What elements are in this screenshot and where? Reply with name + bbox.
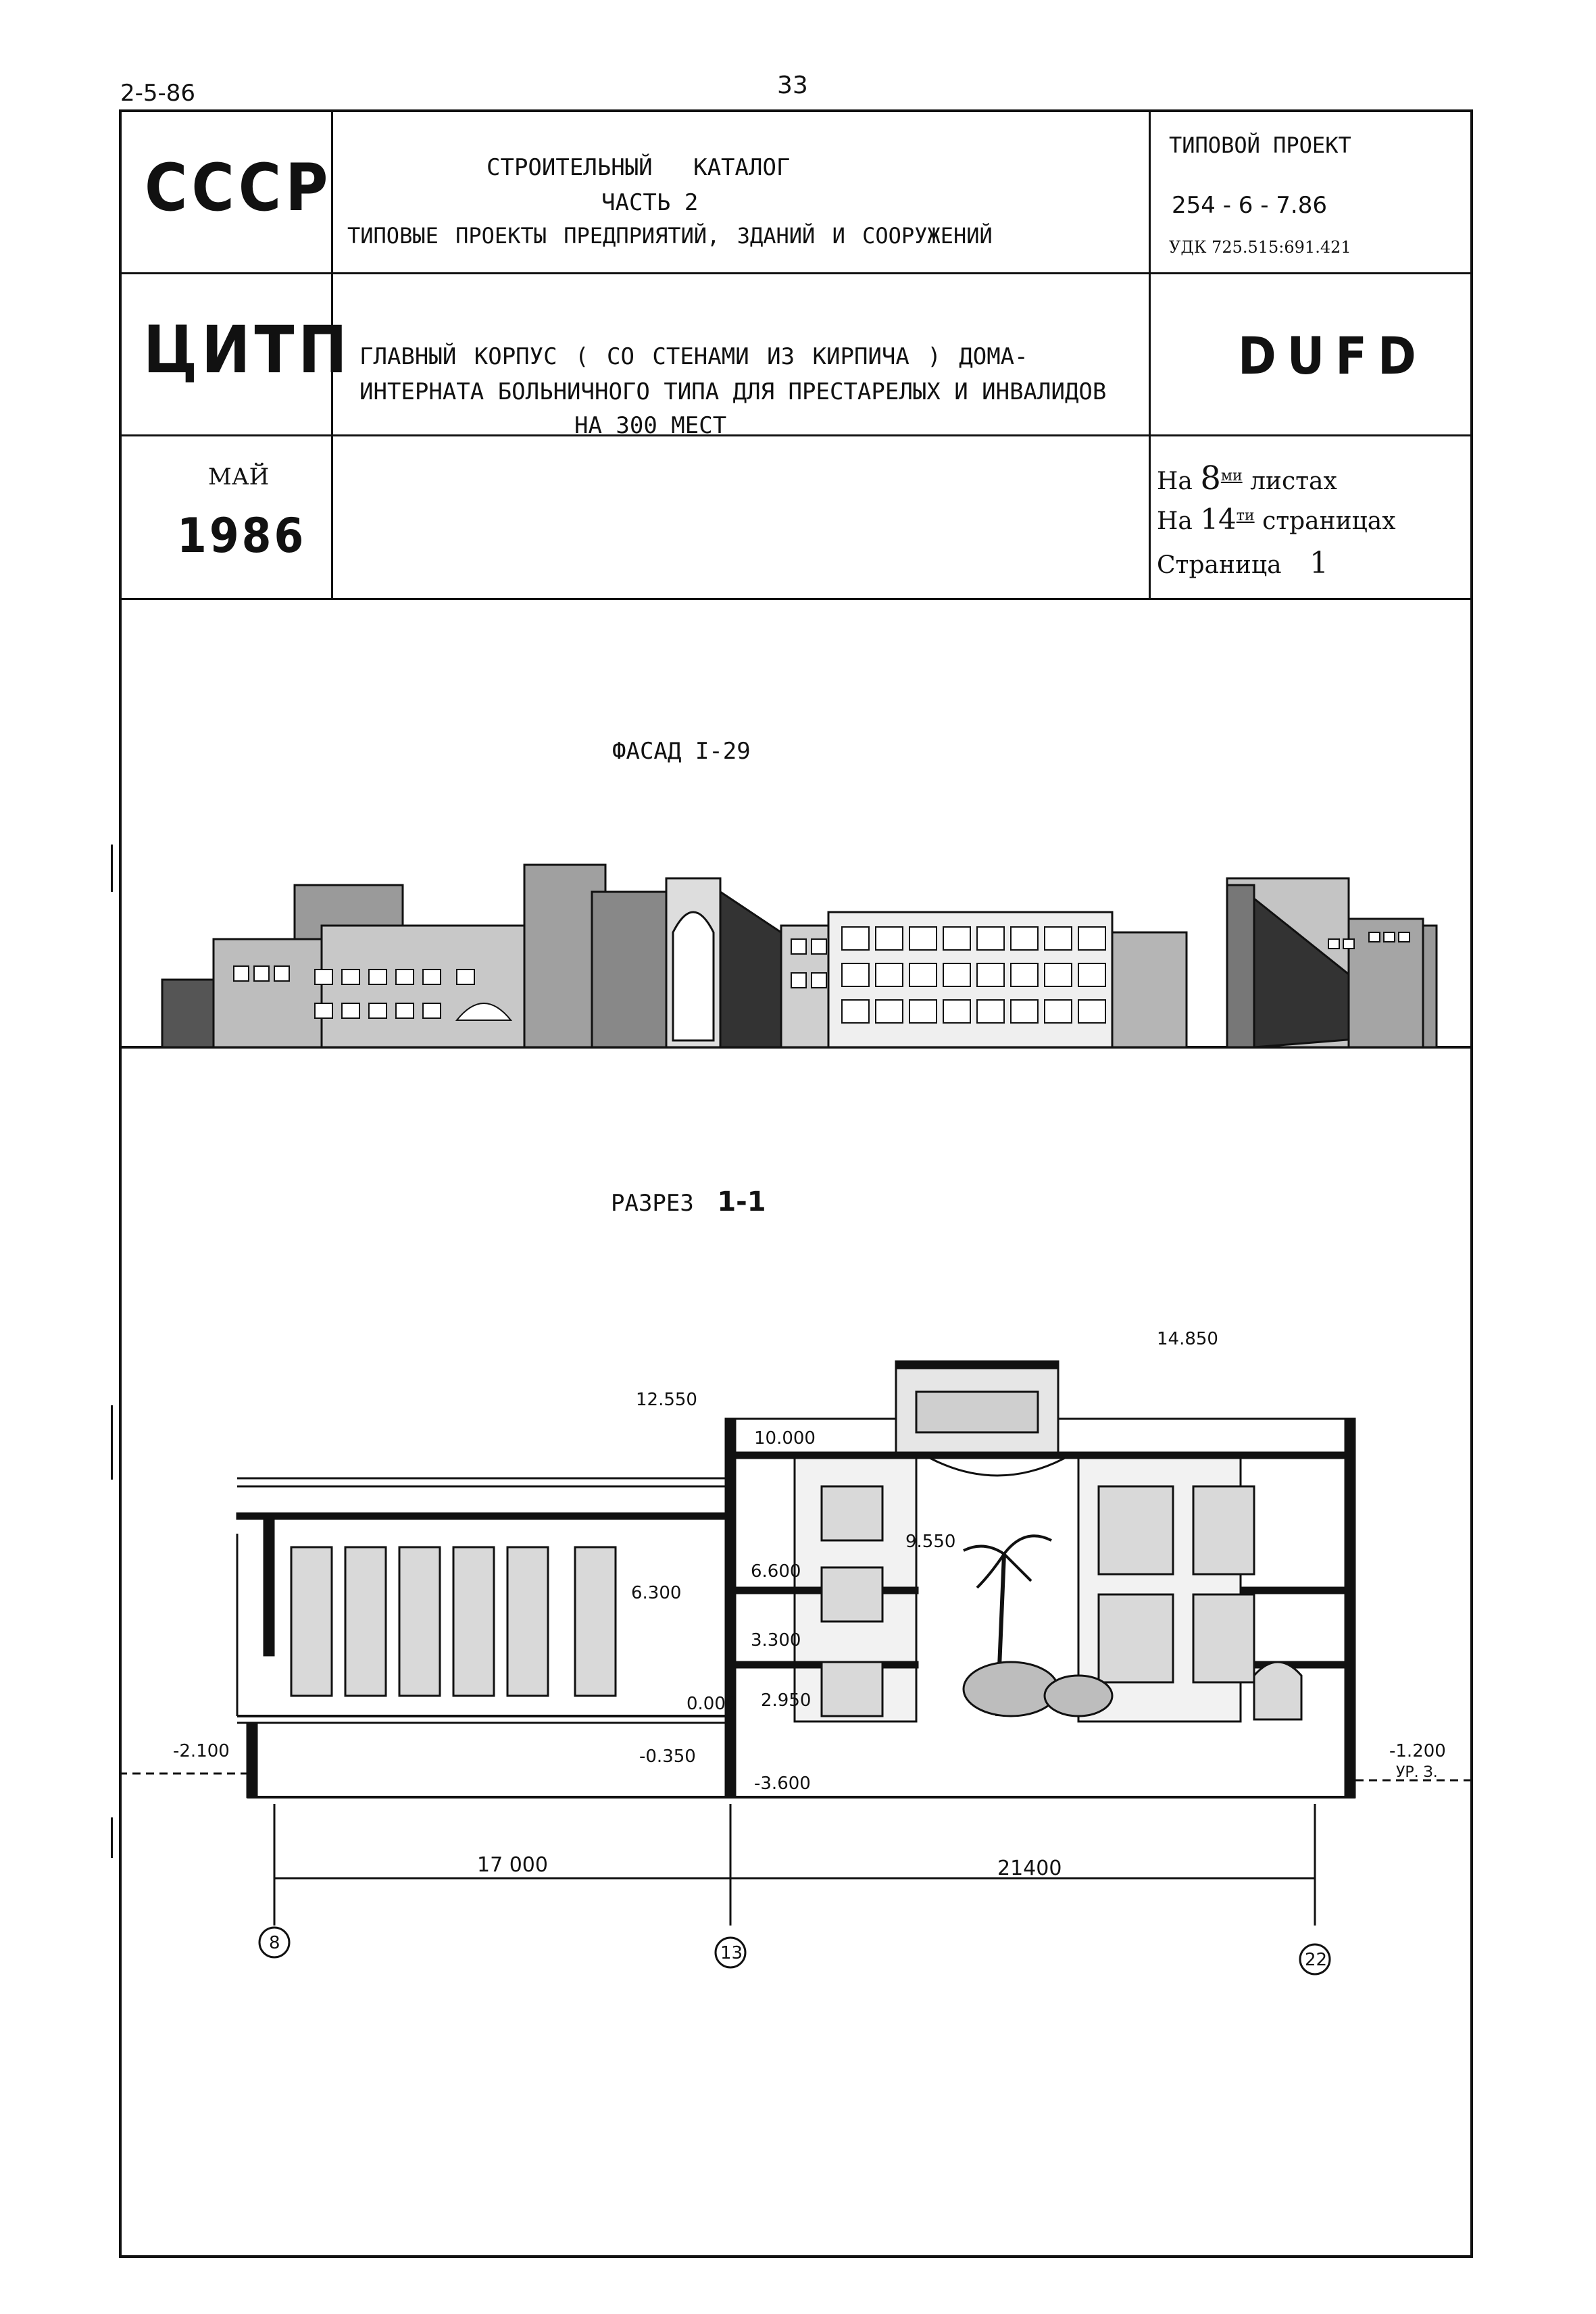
- title-row-divider-1: [119, 272, 1473, 274]
- dim-21400: 21400: [997, 1857, 1062, 1880]
- elev-12550: 12.550: [636, 1390, 697, 1410]
- catalog-line-1: СТРОИТЕЛЬНЫЙ КАТАЛОГ: [487, 154, 791, 181]
- sheets-suffix: ми: [1220, 468, 1243, 484]
- page-label: Страница: [1157, 551, 1282, 579]
- elev-9550: 9.550: [905, 1532, 956, 1552]
- axis-8-label: 8: [269, 1933, 280, 1953]
- facade-title: ФАСАД I-29: [612, 738, 751, 765]
- title-row-divider-2: [119, 434, 1473, 436]
- pages-count: [1157, 503, 1396, 536]
- section-title: [611, 1186, 766, 1217]
- section-title-number: 1-1: [717, 1186, 766, 1217]
- catalog-line-3: ТИПОВЫЕ ПРОЕКТЫ ПРЕДПРИЯТИЙ, ЗДАНИЙ И СООРУЖЕНИЙ: [347, 223, 993, 249]
- title-block-bottom: [119, 598, 1473, 600]
- section-drawing: [119, 1284, 1473, 2040]
- dim-17000: 17 000: [477, 1853, 548, 1877]
- year-label: 1986: [177, 508, 307, 563]
- elev-0000: 0.000: [687, 1694, 737, 1714]
- elev-2950: 2.950: [761, 1690, 812, 1711]
- udk: УДК 725.515:691.421: [1169, 238, 1351, 257]
- pages-number: 14: [1200, 503, 1237, 536]
- axis-13-label: 13: [720, 1943, 743, 1963]
- project-title-line-3: НА 300 МЕСТ: [574, 412, 727, 439]
- country-label: СССР: [145, 150, 332, 226]
- binding-mark-2: [111, 1405, 113, 1480]
- project-number: 254 - 6 - 7.86: [1172, 192, 1327, 219]
- elev-minus-3600: -3.600: [754, 1774, 811, 1794]
- elev-minus-2100: -2.100: [173, 1741, 230, 1761]
- binding-mark-1: [111, 845, 113, 892]
- sheets-number: 8: [1200, 459, 1221, 497]
- catalog-line-2: ЧАСТЬ 2: [601, 189, 699, 216]
- project-title-line-2: ИНТЕРНАТА БОЛЬНИЧНОГО ТИПА ДЛЯ ПРЕСТАРЕЛЫХ И ИНВАЛИДОВ: [359, 378, 1107, 405]
- section-title-word: РАЗРЕЗ: [611, 1190, 694, 1217]
- elev-6300: 6.300: [631, 1583, 682, 1603]
- page-value: 1: [1310, 546, 1329, 580]
- sheets-word: листах: [1250, 468, 1337, 495]
- pages-suffix: ти: [1236, 507, 1255, 524]
- pages-prefix: На: [1157, 507, 1193, 535]
- facade-drawing: [119, 851, 1473, 1054]
- elev-3300: 3.300: [751, 1630, 801, 1651]
- pages-word: страницах: [1262, 507, 1396, 535]
- page-indicator: [1157, 546, 1328, 580]
- sheets-prefix: На: [1157, 468, 1193, 495]
- page-number: 33: [777, 72, 808, 99]
- project-label: ТИПОВОЙ ПРОЕКТ: [1169, 132, 1351, 158]
- month-label: МАЙ: [208, 463, 270, 491]
- project-code: DUFD: [1238, 326, 1427, 386]
- org-label: ЦИТП: [143, 312, 351, 388]
- axis-22-label: 22: [1305, 1950, 1328, 1970]
- elev-14850: 14.850: [1157, 1329, 1218, 1349]
- doc-code: 2-5-86: [120, 80, 196, 107]
- title-col-divider-2: [1149, 109, 1151, 599]
- project-title-line-1: ГЛАВНЫЙ КОРПУС ( СО СТЕНАМИ ИЗ КИРПИЧА ) ДОМА-: [359, 343, 1028, 370]
- elev-10000: 10.000: [754, 1428, 816, 1449]
- elev-minus-1200: -1.200: [1389, 1741, 1446, 1761]
- ground-level-label: УР. З.: [1396, 1764, 1438, 1781]
- elev-6600: 6.600: [751, 1561, 801, 1582]
- binding-mark-3: [111, 1817, 113, 1858]
- sheets-count: [1157, 459, 1337, 497]
- elev-minus-0350: -0.350: [639, 1746, 696, 1767]
